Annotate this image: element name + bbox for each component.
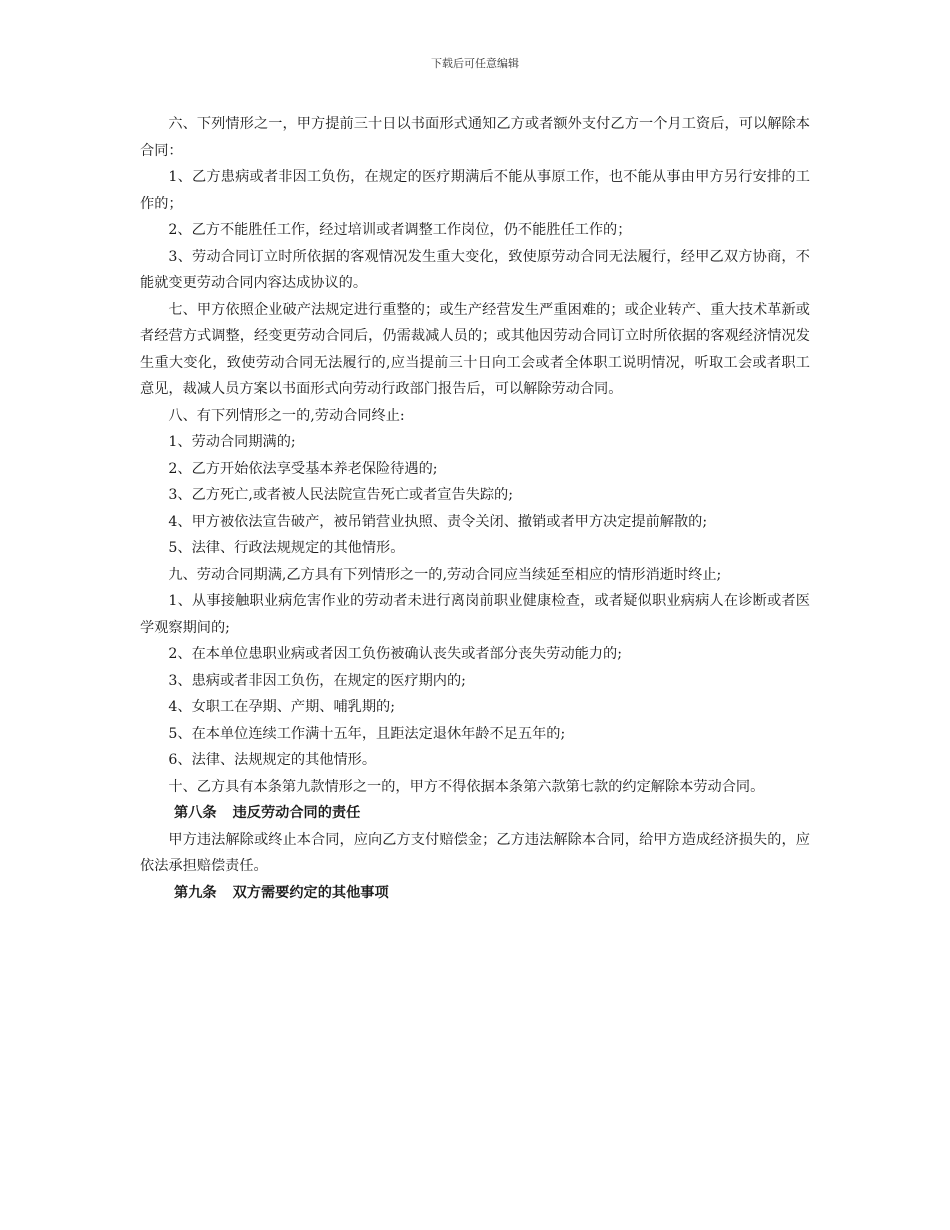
clause-10: 十、乙方具有本条第九款情形之一的，甲方不得依据本条第六款第七款的约定解除本劳动合同。 <box>168 778 765 795</box>
section-8-body: 甲方违法解除或终止本合同，应向乙方支付赔偿金；乙方违法解除本合同，给甲方造成经济损失的，应依法承担赔偿责任。 <box>140 831 810 874</box>
clause-8-item-1: 1、劳动合同期满的; <box>168 434 296 450</box>
clause-9-item-2: 2、在本单位患职业病或者因工负伤被确认丧失或者部分丧失劳动能力的; <box>168 646 623 662</box>
clause-8-item-4: 4、甲方被依法宣告破产，被吊销营业执照、责令关闭、撤销或者甲方决定提前解散的; <box>168 513 708 530</box>
section-9-number: 第九条 <box>174 884 217 901</box>
clause-6: 六、下列情形之一，甲方提前三十日以书面形式通知乙方或者额外支付乙方一个月工资后，可以解除本合同： <box>140 116 810 159</box>
clause-9-item-6: 6、法律、法规规定的其他情形。 <box>168 752 377 768</box>
clause-8-item-2: 2、乙方开始依法享受基本养老保险待遇的; <box>168 460 438 477</box>
section-8-number: 第八条 <box>174 805 217 821</box>
clause-6-item-1: 1、乙方患病或者非因工负伤，在规定的医疗期满后不能从事原工作，也不能从事由甲方另行安排的工作的； <box>140 169 810 212</box>
section-8-heading <box>140 800 810 827</box>
section-8-title: 违反劳动合同的责任 <box>232 805 361 821</box>
clause-9-item-5: 5、在本单位连续工作满十五年，且距法定退休年龄不足五年的; <box>168 725 566 742</box>
page-header: 下载后可任意编辑 <box>431 57 519 70</box>
clause-8-item-3: 3、乙方死亡,或者被人民法院宣告死亡或者宣告失踪的; <box>168 487 514 503</box>
clause-6-item-3: 3、劳动合同订立时所依据的客观情况发生重大变化，致使原劳动合同无法履行，经甲乙双方协商，不能就变更劳动合同内容达成协议的。 <box>140 248 810 291</box>
clause-8: 八、有下列情形之一的,劳动合同终止: <box>168 407 405 424</box>
clause-9-item-4: 4、女职工在孕期、产期、哺乳期的; <box>168 699 396 715</box>
clause-7: 七、甲方依照企业破产法规定进行重整的；或生产经营发生严重困难的；或企业转产、重大技术革新或者经营方式调整，经变更劳动合同后，仍需裁减人员的；或其他因劳动合同订立时所依据的客观经济情况发生重大变化，致使劳动合同无法履行的,应当提前三十日向工会或者全体职工说明情况，听取工会或者职工意见，裁减人员方案以书面形式向劳动行政部门报告后，可以解除劳动合同。 <box>140 301 810 397</box>
document-body <box>140 111 810 906</box>
clause-9: 九、劳动合同期满,乙方具有下列情形之一的,劳动合同应当续延至相应的情形消逝时终止; <box>168 566 722 583</box>
clause-9-item-1: 1、从事接触职业病危害作业的劳动者未进行离岗前职业健康检查，或者疑似职业病病人在诊断或者医学观察期间的; <box>140 593 810 636</box>
clause-8-item-5: 5、法律、行政法规规定的其他情形。 <box>168 540 405 556</box>
clause-6-item-2: 2、乙方不能胜任工作，经过培训或者调整工作岗位，仍不能胜任工作的； <box>168 222 632 238</box>
section-9-title: 双方需要约定的其他事项 <box>232 884 389 901</box>
clause-9-item-3: 3、患病或者非因工负伤，在规定的医疗期内的; <box>168 672 466 689</box>
section-9-heading <box>140 880 810 907</box>
